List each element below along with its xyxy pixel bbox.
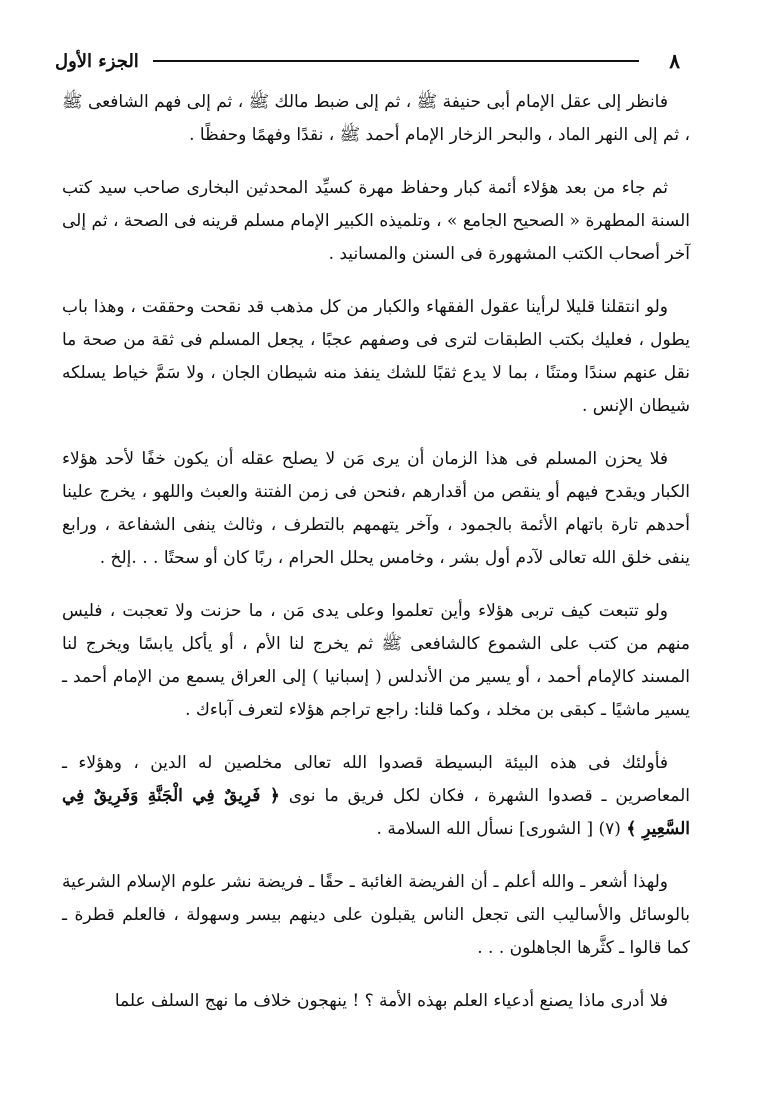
quran-verse-number: (٧) bbox=[598, 819, 621, 839]
page-number: ٨ bbox=[669, 49, 680, 73]
page-header bbox=[55, 44, 680, 78]
paragraph-6 bbox=[62, 747, 690, 846]
quran-citation: [ الشورى] نسأل الله السلامة . bbox=[376, 819, 594, 839]
part-title: الجزء الأول bbox=[55, 50, 139, 72]
body-text bbox=[62, 86, 690, 1038]
quran-verse: ﴿ فَرِيقٌ فِي الْجَنَّةِ وَفَرِيقٌ فِي السَّعِيرِ ﴾ bbox=[62, 786, 690, 839]
paragraph-2: ثم جاء من بعد هؤلاء أئمة كبار وحفاظ مهرة كسيِّد المحدثين البخارى صاحب سيد كتب السنة المطهرة « الصحيح الجامع » ، وتلميذه الكبير الإمام مسلم قرينه فى الصحة ، ثم إلى آخر أصحاب الكتب المشهورة فى السنن والمسانيد . bbox=[62, 178, 690, 264]
paragraph-5: ولو تتبعت كيف تربى هؤلاء وأين تعلموا وعلى يدى مَن ، ما حزنت ولا تعجبت ، فليس منهم من كتب على الشموع كالشافعى ﷺ ثم يخرج لنا الأم ، أو يأكل يابسًا ويخرج لنا المسند كالإمام أحمد ، أو يسير من الأندلس ( إسبانيا ) إلى العراق يسمع من الإمام أحمد ـ يسير ماشيًا ـ كبقى بن مخلد ، وكما قلنا: راجع تراجم هؤلاء لتعرف آباءك . bbox=[62, 601, 690, 720]
paragraph-1: فانظر إلى عقل الإمام أبى حنيفة ﷺ ، ثم إلى ضبط مالك ﷺ ، ثم إلى فهم الشافعى ﷺ ، ثم إلى النهر الماد ، والبحر الزخار الإمام أحمد ﷺ ، نقدًا وفهمًا وحفظًا . bbox=[62, 92, 690, 145]
paragraph-6-text: فأولئك فى هذه البيئة البسيطة قصدوا الله تعالى مخلصين له الدين ، وهؤلاء ـ المعاصرين ـ قصدوا الشهرة ، فكان لكل فريق ما نوى bbox=[62, 753, 690, 806]
paragraph-3: ولو انتقلنا قليلا لرأينا عقول الفقهاء والكبار من كل مذهب قد نقحت وحققت ، وهذا باب يطول ، فعليك بكتب الطبقات لترى فى وصفهم عجبًا ، يجعل المسلم فى ثقة من صحة ما نقل عنهم سندًا ومتنًا ، بما لا يدع ثقبًا للشك ينفذ منه شيطان الجان ، ولا سَمَّ خياط يسلكه شيطان الإنس . bbox=[62, 297, 690, 416]
paragraph-8: فلا أدرى ماذا يصنع أدعياء العلم بهذه الأمة ؟ ! ينهجون خلاف ما نهج السلف علما bbox=[114, 991, 668, 1011]
paragraph-7: ولهذا أشعر ـ والله أعلم ـ أن الفريضة الغائبة ـ حقًا ـ فريضة نشر علوم الإسلام الشرعية بالوسائل والأساليب التى تجعل الناس يقبلون على دينهم بيسر وسهولة ، فالعلم قطرة ـ كما قالوا ـ كثَّرها الجاهلون . . . bbox=[62, 872, 690, 958]
header-divider bbox=[153, 60, 639, 62]
paragraph-4: فلا يحزن المسلم فى هذا الزمان أن يرى مَن لا يصلح عقله أن يكون خفًا لأحد هؤلاء الكبار ويقدح فيهم أو ينقص من أقدارهم ،فنحن فى زمن الفتنة والعبث واللهو ، يخرج علينا أحدهم تارة باتهام الأئمة بالجمود ، وآخر يتهمهم بالتطرف ، وثالث ينفى الشفاعة ، ورابع ينفى خلق الله تعالى لآدم أول بشر ، وخامس يحلل الحرام ، ربًا كان أو سحتًا . . .إلخ . bbox=[62, 449, 690, 568]
